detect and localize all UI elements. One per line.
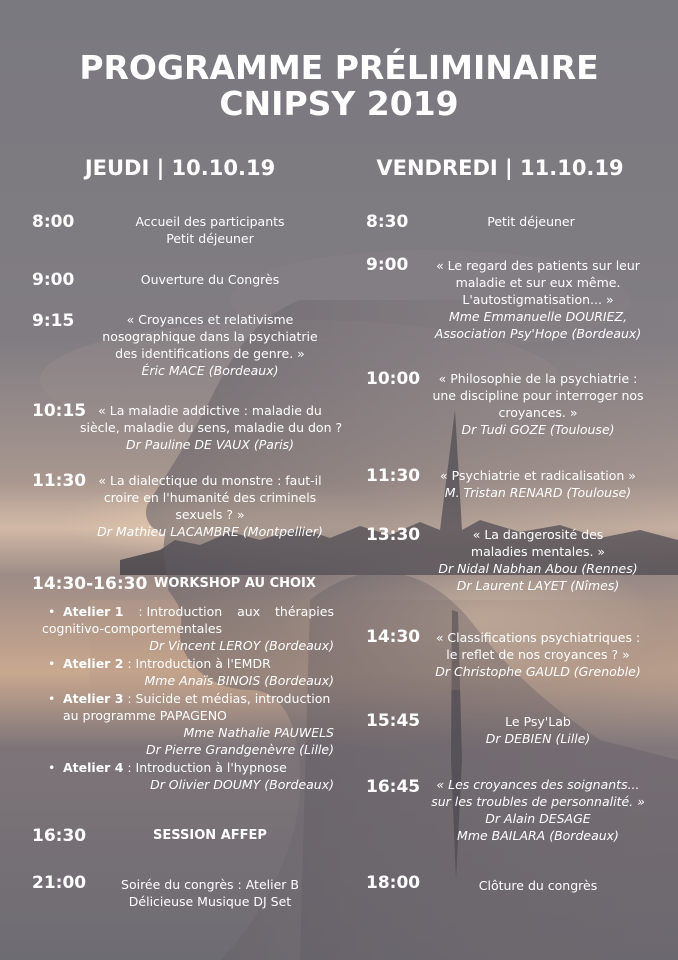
session-line: « La dialectique du monstre : faut-il (98, 473, 322, 488)
day1-time-0800: 8:00 (32, 212, 75, 232)
atelier-speaker: Mme Nathalie PAUWELS (183, 725, 334, 740)
day1-time-1015: 10:15 (32, 401, 87, 421)
day2-heading: VENDREDI | 11.10.19 (376, 156, 624, 180)
day2-time-1000: 10:00 (366, 369, 421, 389)
session-line: « Les croyances des soignants... (436, 777, 640, 792)
session-speaker: Dr Nidal Nabhan Abou (Rennes) (438, 561, 638, 576)
atelier-speaker: Dr Vincent LEROY (Bordeaux) (149, 638, 334, 653)
session-line: maladies mentales. » (470, 544, 606, 559)
session-line: sur les troubles de personnalité. » (431, 794, 645, 809)
session-line: Ouverture du Congrès (140, 272, 280, 287)
atelier-4 (48, 759, 334, 776)
session-line: Clôture du congrès (478, 878, 598, 893)
day1-time-0915: 9:15 (32, 311, 75, 331)
session-speaker: Dr Tudi GOZE (Toulouse) (461, 422, 615, 437)
atelier-line (63, 655, 334, 672)
day2-session-1800 (425, 877, 651, 894)
session-line: Soirée du congrès : Atelier B (121, 877, 299, 892)
session-speaker: Éric MACE (Bordeaux) (141, 363, 279, 378)
day1-session-1130 (80, 472, 340, 540)
session-line: Petit déjeuner (487, 214, 575, 229)
bullet-icon: • (48, 656, 56, 671)
session-speaker: Mme BAILARA (Bordeaux) (457, 828, 619, 843)
session-line: Accueil des participants (135, 214, 285, 229)
day2-time-1330: 13:30 (366, 525, 421, 545)
day1-time-1130: 11:30 (32, 471, 87, 491)
session-line: le reflet de nos croyances ? » (446, 647, 630, 662)
atelier-word: thérapies (275, 604, 334, 619)
day2-session-1000 (425, 370, 651, 438)
session-line: Petit déjeuner (166, 231, 254, 246)
session-speaker: Dr Christophe GAULD (Grenoble) (435, 664, 641, 679)
day1-evening (80, 876, 340, 910)
atelier-3 (48, 690, 334, 707)
atelier-line: cognitivo-comportementales (42, 621, 223, 636)
day1-time-0900: 9:00 (32, 270, 75, 290)
session-line: croire en l'humanité des criminels (103, 490, 317, 505)
atelier-text: : Introduction à l'hypnose (123, 760, 287, 775)
day2-time-0830: 8:30 (366, 212, 409, 232)
session-line: « Classifications psychiatriques : (435, 630, 641, 645)
day2-session-1645 (425, 776, 651, 844)
day1-session-1015 (80, 402, 343, 453)
session-line: « La dangerosité des (472, 527, 604, 542)
atelier-label: Atelier 4 (63, 760, 124, 775)
day2-session-1430 (425, 629, 651, 680)
session-line: Délicieuse Musique DJ Set (128, 894, 292, 909)
page-title-line1: PROGRAMME PRÉLIMINAIRE (79, 48, 599, 87)
atelier-line (63, 690, 334, 707)
session-speaker: Dr Mathieu LACAMBRE (Montpellier) (97, 524, 323, 539)
atelier-line (63, 603, 334, 620)
atelier-1 (48, 603, 334, 620)
bullet-icon: • (48, 691, 56, 706)
day2-time-1130: 11:30 (366, 466, 421, 486)
session-line: L'autostigmatisation... » (462, 292, 614, 307)
day1-time-2100: 21:00 (32, 873, 87, 893)
day2-session-0830 (420, 213, 642, 230)
workshop-list (42, 603, 334, 793)
atelier-word: : Introduction (138, 604, 223, 619)
session-line: « Croyances et relativisme (126, 312, 294, 327)
day1-session-0800 (100, 213, 320, 247)
day2-time-1545: 15:45 (366, 711, 421, 731)
day2-session-0900 (425, 257, 651, 342)
atelier-label: Atelier 2 (63, 656, 124, 671)
atelier-line: au programme PAPAGENO (63, 708, 227, 723)
session-speaker: M. Tristan RENARD (Toulouse) (444, 485, 632, 500)
session-line: « Psychiatrie et radicalisation » (440, 468, 636, 483)
workshop-title: WORKSHOP AU CHOIX (154, 576, 316, 591)
day1-session-0915 (80, 311, 340, 379)
session-line: maladie et sur eux même. (455, 275, 621, 290)
atelier-label: Atelier 3 (63, 691, 124, 706)
day1-time-workshop: 14:30-16:30 (32, 574, 148, 594)
session-line: Le Psy'Lab (505, 714, 571, 729)
session-line: sexuels ? » (175, 507, 245, 522)
session-line: des identifications de genre. » (115, 346, 305, 361)
day2-session-1130 (425, 467, 651, 501)
day1-time-1630: 16:30 (32, 826, 87, 846)
day1-heading: JEUDI | 10.10.19 (84, 156, 276, 180)
session-speaker: Dr DEBIEN (Lille) (485, 731, 591, 746)
session-speaker: Dr Alain DESAGE (485, 811, 591, 826)
day2-session-1330 (425, 526, 651, 594)
atelier-speaker: Dr Pierre Grandgenèvre (Lille) (146, 742, 334, 757)
day2-time-0900: 9:00 (366, 255, 409, 275)
session-line: siècle, maladie du sens, maladie du don ? (80, 420, 343, 435)
session-speaker: Association Psy'Hope (Bordeaux) (434, 326, 642, 341)
session-speaker: Dr Laurent LAYET (Nîmes) (456, 578, 620, 593)
day2-session-1545 (425, 713, 651, 747)
atelier-label: Atelier 1 (63, 604, 124, 619)
bullet-icon: • (48, 604, 56, 619)
session-line: croyances. » (498, 405, 578, 420)
atelier-speaker: Dr Olivier DOUMY (Bordeaux) (150, 777, 334, 792)
session-speaker: Mme Emmanuelle DOURIEZ, (448, 309, 628, 324)
atelier-text: : Suicide et médias, introduction (123, 691, 331, 706)
atelier-line (63, 759, 334, 776)
atelier-word: aux (237, 604, 261, 619)
day2-time-1645: 16:45 (366, 777, 421, 797)
session-line: une discipline pour interroger nos (432, 388, 644, 403)
session-line: nosographique dans la psychiatrie (102, 329, 318, 344)
session-affep: SESSION AFFEP (153, 828, 267, 843)
day2-time-1430: 14:30 (366, 627, 421, 647)
atelier-text: : Introduction à l'EMDR (123, 656, 271, 671)
session-line: « Philosophie de la psychiatrie : (438, 371, 638, 386)
session-line: « Le regard des patients sur leur (436, 258, 640, 273)
page-title-line2: CNIPSY 2019 (219, 84, 459, 123)
day1-session-0900 (100, 271, 320, 288)
session-line: « La maladie addictive : maladie du (98, 403, 322, 418)
day2-time-1800: 18:00 (366, 873, 421, 893)
atelier-speaker: Mme Anaïs BINOIS (Bordeaux) (144, 673, 334, 688)
atelier-2 (48, 655, 334, 672)
session-speaker: Dr Pauline DE VAUX (Paris) (126, 437, 294, 452)
bullet-icon: • (48, 760, 56, 775)
